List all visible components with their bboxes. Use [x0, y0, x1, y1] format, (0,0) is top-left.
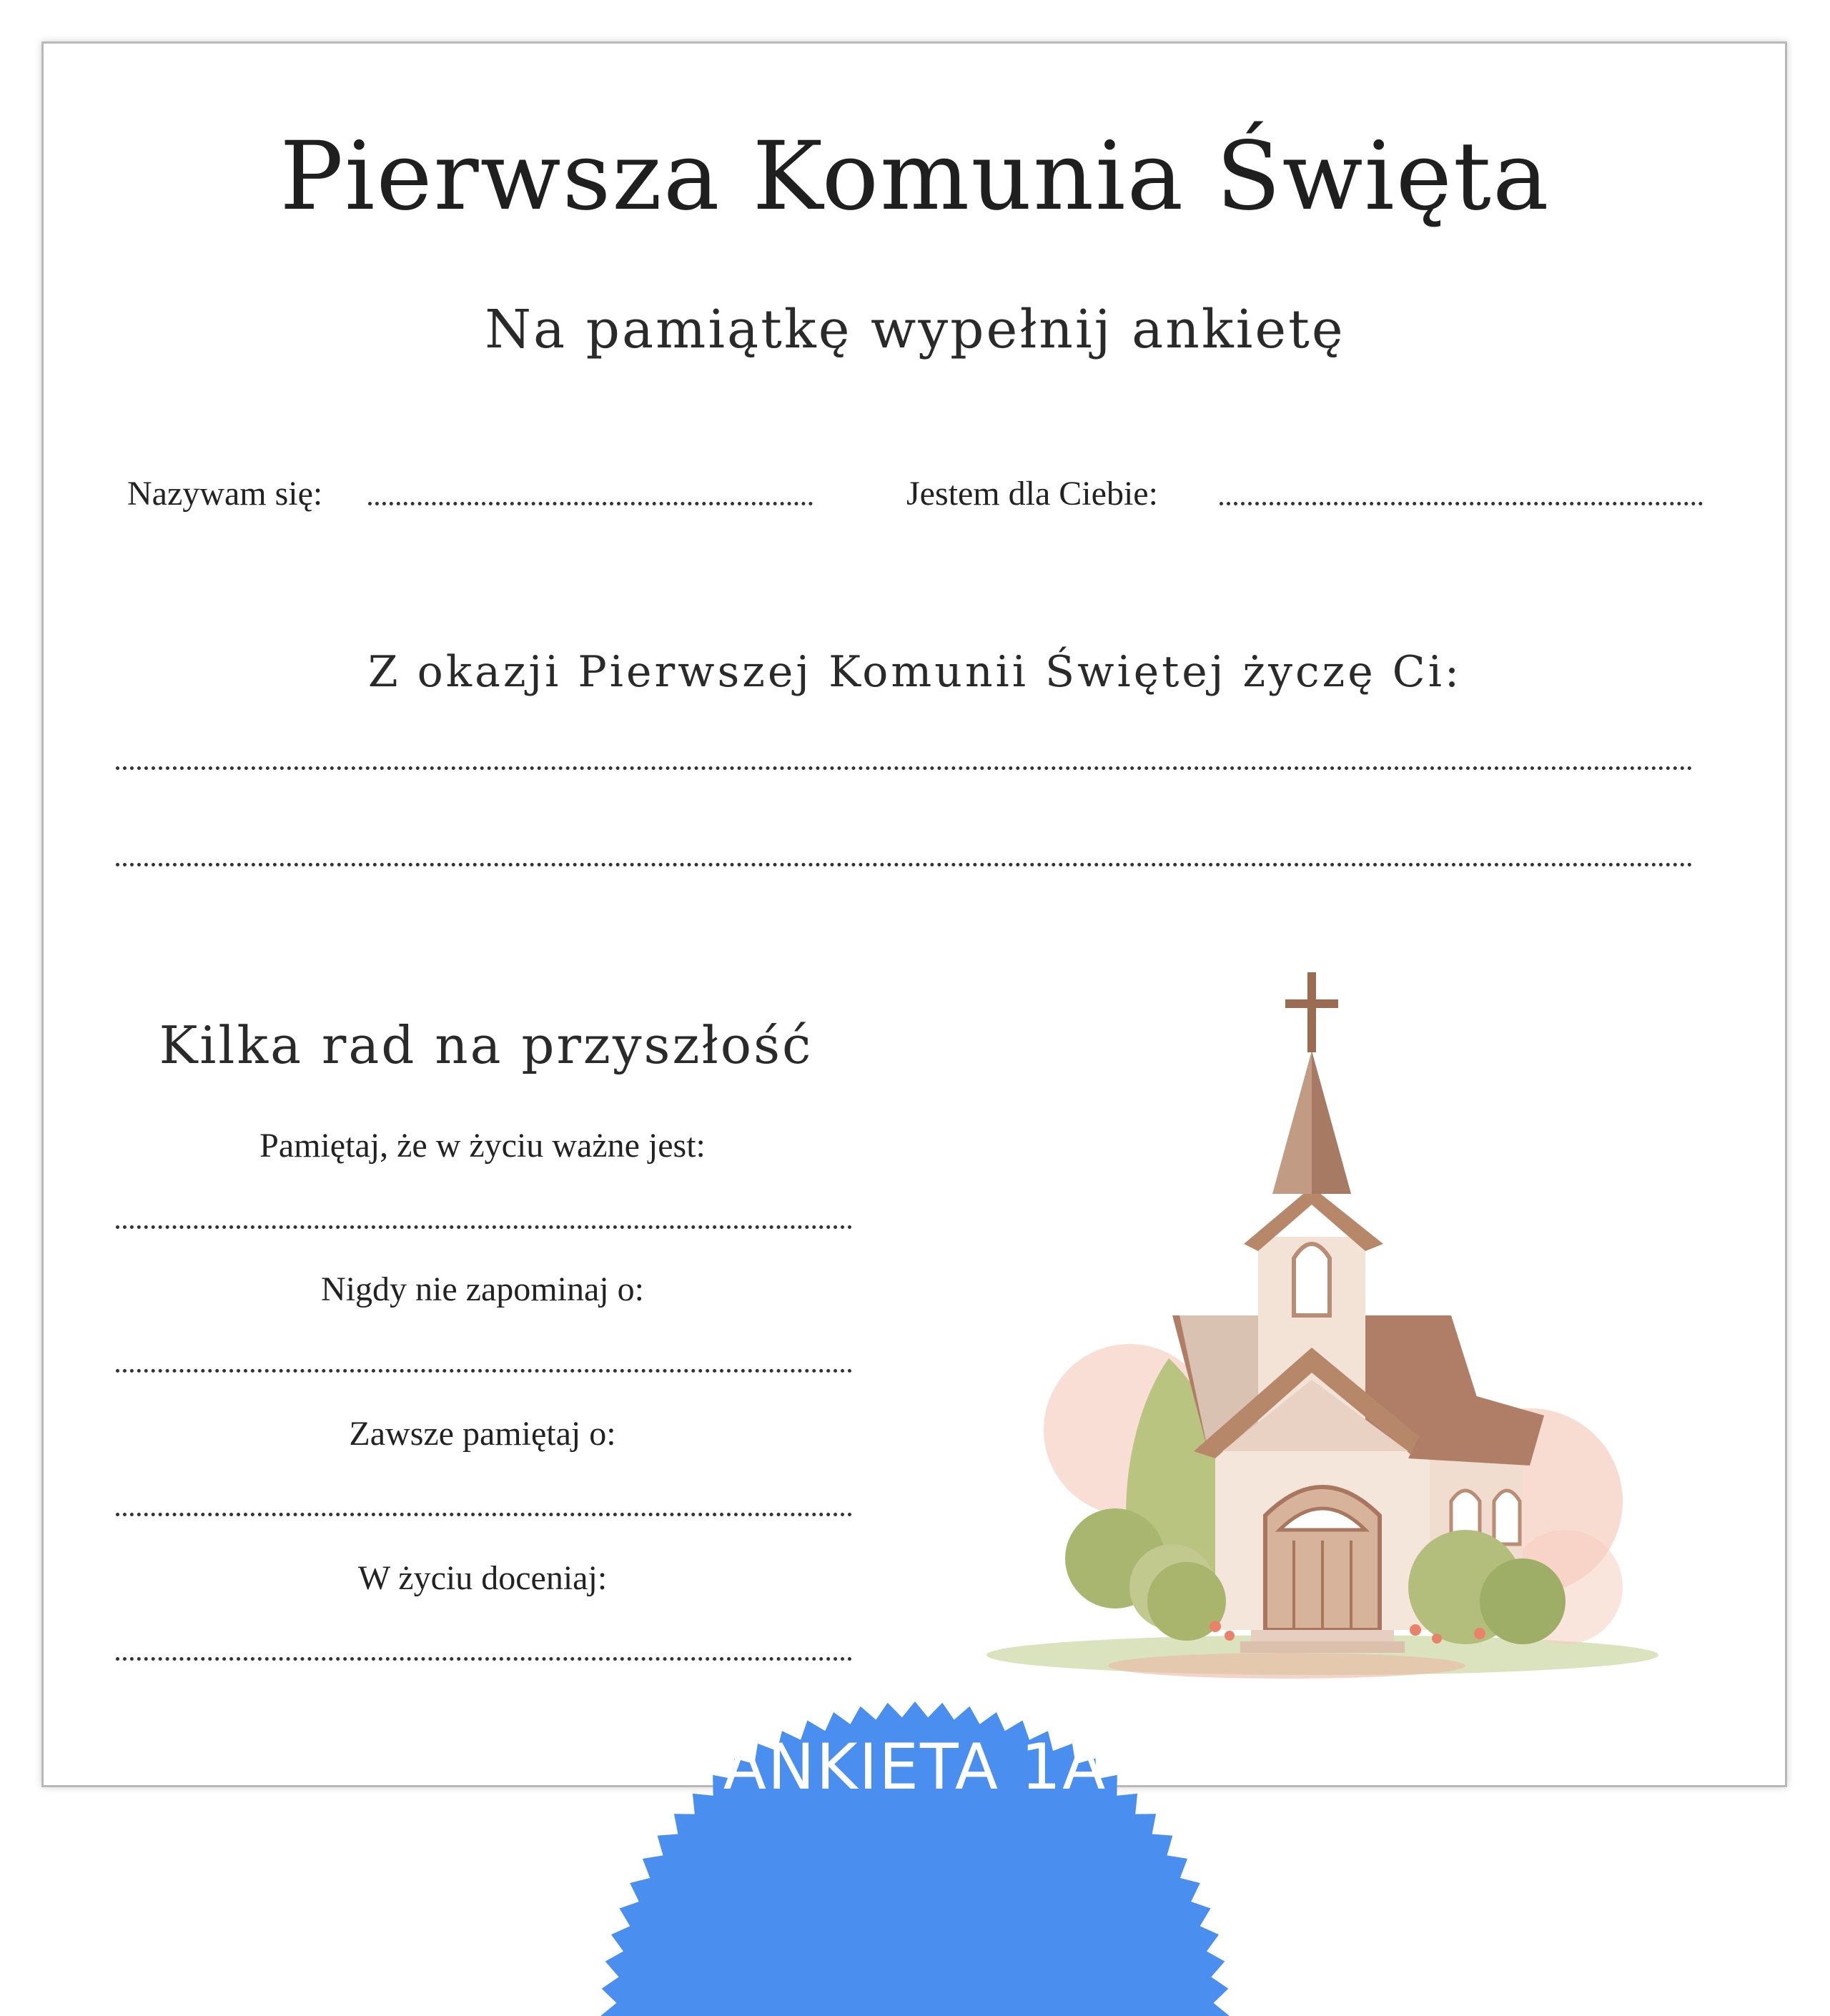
wishes-fill-line-1 [116, 766, 1693, 770]
advice-item-important: Pamiętaj, że w życiu ważne jest: [259, 1127, 706, 1165]
name-fill-line [368, 502, 813, 505]
advice-item-appreciate: W życiu doceniaj: [357, 1559, 608, 1597]
page-title: Pierwsza Komunia Święta [280, 122, 1550, 232]
wishes-fill-line-2 [116, 863, 1693, 866]
advice-item-always-remember: Zawsze pamiętaj o: [349, 1415, 616, 1453]
wishes-heading: Z okazji Pierwszej Komunii Świętej życzę Ci: [367, 647, 1463, 697]
advice-fill-line-2 [116, 1369, 852, 1373]
relation-label: Jestem dla Ciebie: [906, 475, 1158, 513]
relation-fill-line [1220, 502, 1703, 505]
name-label: Nazywam się: [127, 475, 323, 513]
advice-item-never-forget: Nigdy nie zapominaj o: [321, 1270, 644, 1308]
advice-fill-line-3 [116, 1513, 852, 1516]
advice-heading: Kilka rad na przyszłość [159, 1015, 813, 1075]
badge-label: ANKIETA 1A [723, 1730, 1107, 1804]
advice-fill-line-4 [116, 1657, 852, 1661]
page-subtitle: Na pamiątkę wypełnij ankietę [485, 299, 1345, 360]
advice-fill-line-1 [116, 1225, 852, 1229]
church-illustration [979, 958, 1666, 1680]
